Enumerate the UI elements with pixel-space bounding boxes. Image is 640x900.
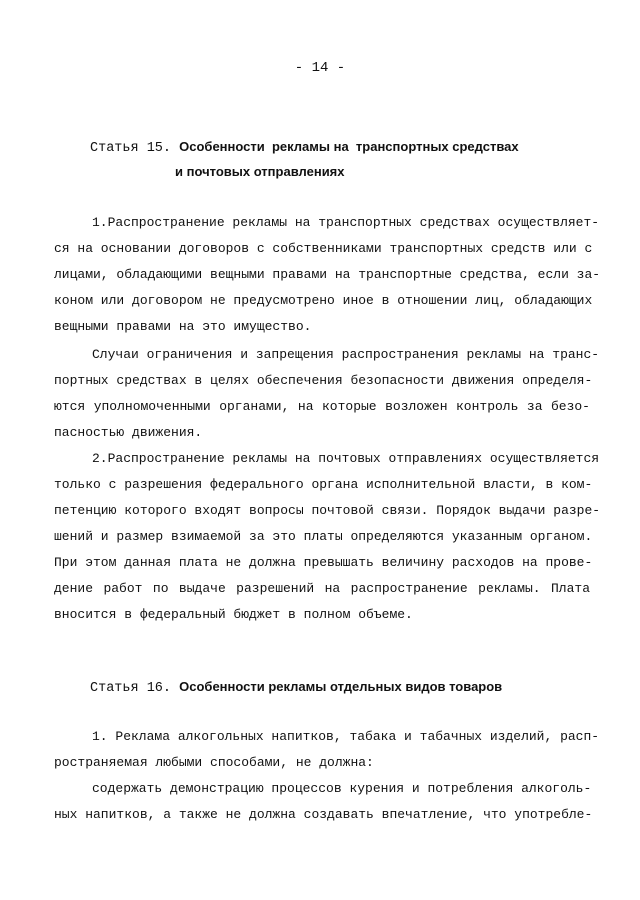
article-15-paragraph-3 (54, 446, 601, 628)
text-line: содержать демонстрацию процессов курения и потребления алкоголь- (92, 781, 592, 796)
text-line: ются уполномоченными органами, на которые возложен контроль за безо- (54, 399, 590, 414)
text-line: коном или договором не предусмотрено иное в отношении лиц, обладающих (54, 293, 593, 308)
article-15-prefix: Статья 15. (90, 141, 172, 156)
text-line: При этом данная плата не должна превышать величину расходов на прове- (54, 555, 593, 570)
text-line: ных напитков, а также не должна создавать впечатление, что употребле- (54, 807, 593, 822)
article-15-heading (90, 134, 519, 161)
text-line: ся на основании договоров с собственниками транспортных средств или с (54, 241, 593, 256)
article-15-paragraph-2 (54, 342, 600, 446)
text-line: 2.Распространение рекламы на почтовых отправлениях осуществляется (92, 451, 600, 466)
article-16-title: Особенности рекламы отдельных видов товаров (179, 679, 503, 694)
article-15-title-line2: и почтовых отправлениях (175, 164, 345, 179)
text-line: 1. Реклама алкогольных напитков, табака и табачных изделий, расп- (92, 729, 600, 744)
text-line: вещными правами на это имущество. (54, 319, 312, 334)
article-15-title-line1: Особенности рекламы на транспортных средствах (179, 139, 519, 154)
text-line: Случаи ограничения и запрещения распространения рекламы на транс- (92, 347, 600, 362)
text-line: шений и размер взимаемой за это платы определяются указанным органом. (54, 529, 593, 544)
article-16-paragraph-1 (54, 724, 600, 776)
article-16-paragraph-2 (54, 776, 593, 828)
text-line: пасностью движения. (54, 425, 203, 440)
text-line: дение работ по выдаче разрешений на распространение рекламы. Плата (54, 581, 590, 596)
text-line: ространяемая любыми способами, не должна: (54, 755, 374, 770)
page-number: - 14 - (294, 60, 346, 76)
text-line: вносится в федеральный бюджет в полном объеме. (54, 607, 413, 622)
text-line: петенцию которого входят вопросы почтовой связи. Порядок выдачи разре- (54, 503, 601, 518)
article-16-prefix: Статья 16. (90, 681, 172, 696)
text-line: 1.Распространение рекламы на транспортных средствах осуществляет- (92, 215, 600, 230)
text-line: портных средствах в целях обеспечения безопасности движения определя- (54, 373, 593, 388)
text-line: только с разрешения федерального органа исполнительной власти, в ком- (54, 477, 593, 492)
text-line: лицами, обладающими вещными правами на транспортные средства, если за- (54, 267, 601, 282)
article-16-heading (90, 674, 502, 701)
article-15-paragraph-1 (54, 210, 601, 340)
